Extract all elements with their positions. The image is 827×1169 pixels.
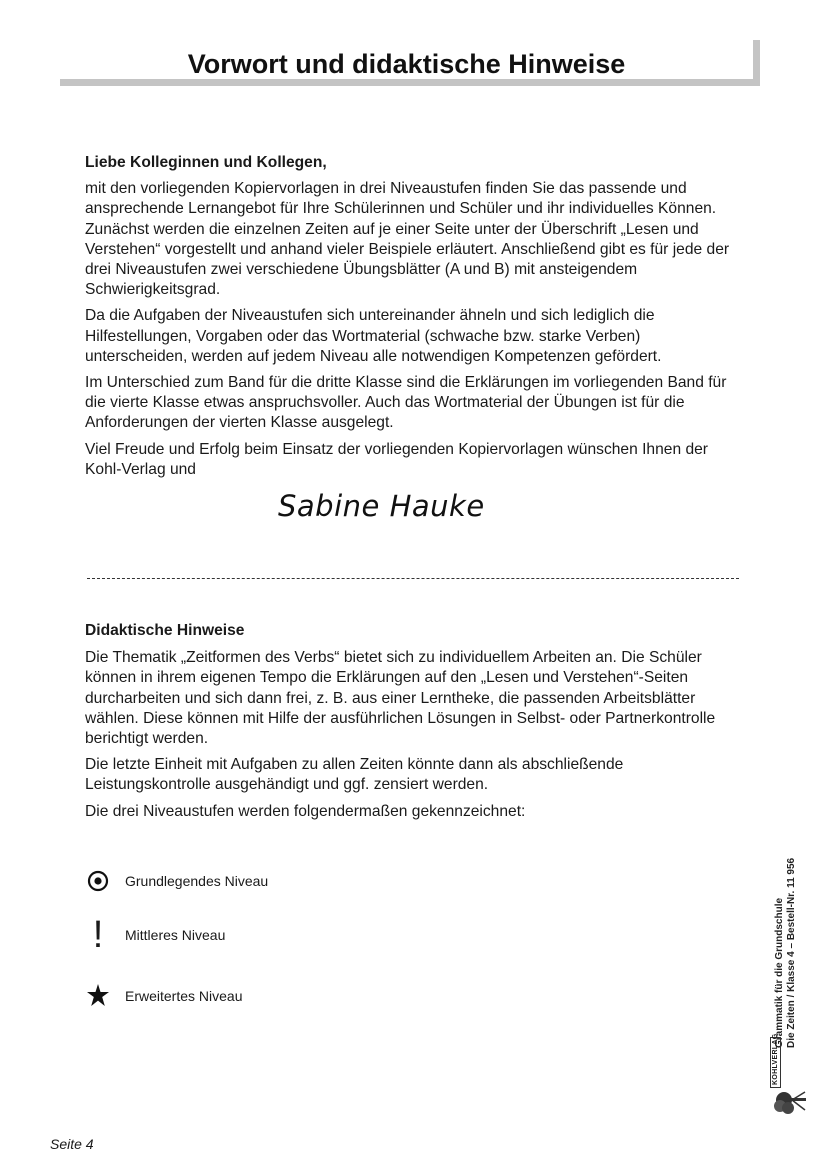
greeting: Liebe Kolleginnen und Kollegen,: [85, 154, 327, 171]
page-number: Seite 4: [50, 1136, 94, 1152]
side-line-1: Grammatik für die Grundschule: [774, 897, 785, 1048]
side-publication-info: [774, 778, 798, 1048]
signature: Sabine Hauke: [278, 489, 485, 523]
vorwort-section: [85, 153, 745, 486]
tree-logo-icon: [772, 1086, 808, 1116]
vorwort-paragraph-2: Da die Aufgaben der Niveaustufen sich untereinander ähneln und sich lediglich die Hilfestellungen, Vorgaben oder das Wortmaterial (schwache bzw. starke Verben) unterscheiden, werden auf jedem Niveau alle notwendigen Kompetenzen gefördert.: [85, 307, 662, 365]
level-label: Erweitertes Niveau: [125, 988, 243, 1004]
didaktik-section: [85, 621, 745, 828]
level-erweitert: [86, 981, 243, 1011]
side-line-2: Die Zeiten / Klasse 4 – Bestell-Nr. 11 956: [786, 857, 797, 1048]
vorwort-paragraph-3: Im Unterschied zum Band für die dritte Klasse sind die Erklärungen im vorliegenden Band für die vierte Klasse etwas anspruchsvoller. Auch das Wortmaterial der Übungen ist für die Anforderungen der vierten Klasse ausgelegt.: [85, 374, 727, 432]
vorwort-paragraph-4: Viel Freude und Erfolg beim Einsatz der vorliegenden Kopiervorlagen wünschen Ihnen der Kohl-Verlag und: [85, 440, 708, 478]
level-grundlegend: [86, 866, 268, 896]
level-mittel: [86, 914, 226, 956]
didaktik-paragraph-2: Die letzte Einheit mit Aufgaben zu allen Zeiten könnte dann als abschließende Leistungskontrolle ausgehändigt und ggf. zensiert werden.: [85, 756, 624, 794]
title-banner: [60, 40, 760, 86]
star-icon: [86, 981, 110, 1011]
vorwort-paragraph-1: mit den vorliegenden Kopiervorlagen in drei Niveaustufen finden Sie das passende und ansprechende Lernangebot für Ihre Schülerinnen und Schüler und ihr individuelles Können. Zunächst werden die einzelnen Zeiten auf je einer Seite unter der Überschrift „Lesen und Verstehen“ vorgestellt und anhand vieler Beispiele erläutert. Anschließend gibt es für jede der drei Niveaustufen zwei verschiedene Übungsblätter (A und B) mit ansteigendem Schwierigkeitsgrad.: [85, 180, 730, 299]
target-circle-icon: [86, 866, 110, 896]
exclamation-icon: !: [92, 914, 104, 956]
level-label: Grundlegendes Niveau: [125, 873, 269, 889]
didaktik-paragraph-3: Die drei Niveaustufen werden folgendermaßen gekennzeichnet:: [85, 802, 526, 820]
level-label: Mittleres Niveau: [125, 927, 226, 943]
dashed-divider: [87, 578, 739, 579]
didaktik-heading: Didaktische Hinweise: [85, 622, 245, 639]
didaktik-paragraph-1: Die Thematik „Zeitformen des Verbs“ bietet sich zu individuellem Arbeiten an. Die Schüler können in ihrem eigenen Tempo die Erklärungen auf den „Lesen und Verstehen“-Seiten durcharbeiten und sich dann frei, z. B. aus einer Lerntheke, die passenden Arbeitsblätter wählen. Diese können mit Hilfe der ausführlichen Lösungen in Selbst- oder Partnerkontrolle berichtigt werden.: [85, 649, 716, 748]
page-title: Vorwort und didaktische Hinweise: [187, 49, 626, 79]
publisher-logo-text: KOHLVERLAG: [770, 1037, 781, 1088]
